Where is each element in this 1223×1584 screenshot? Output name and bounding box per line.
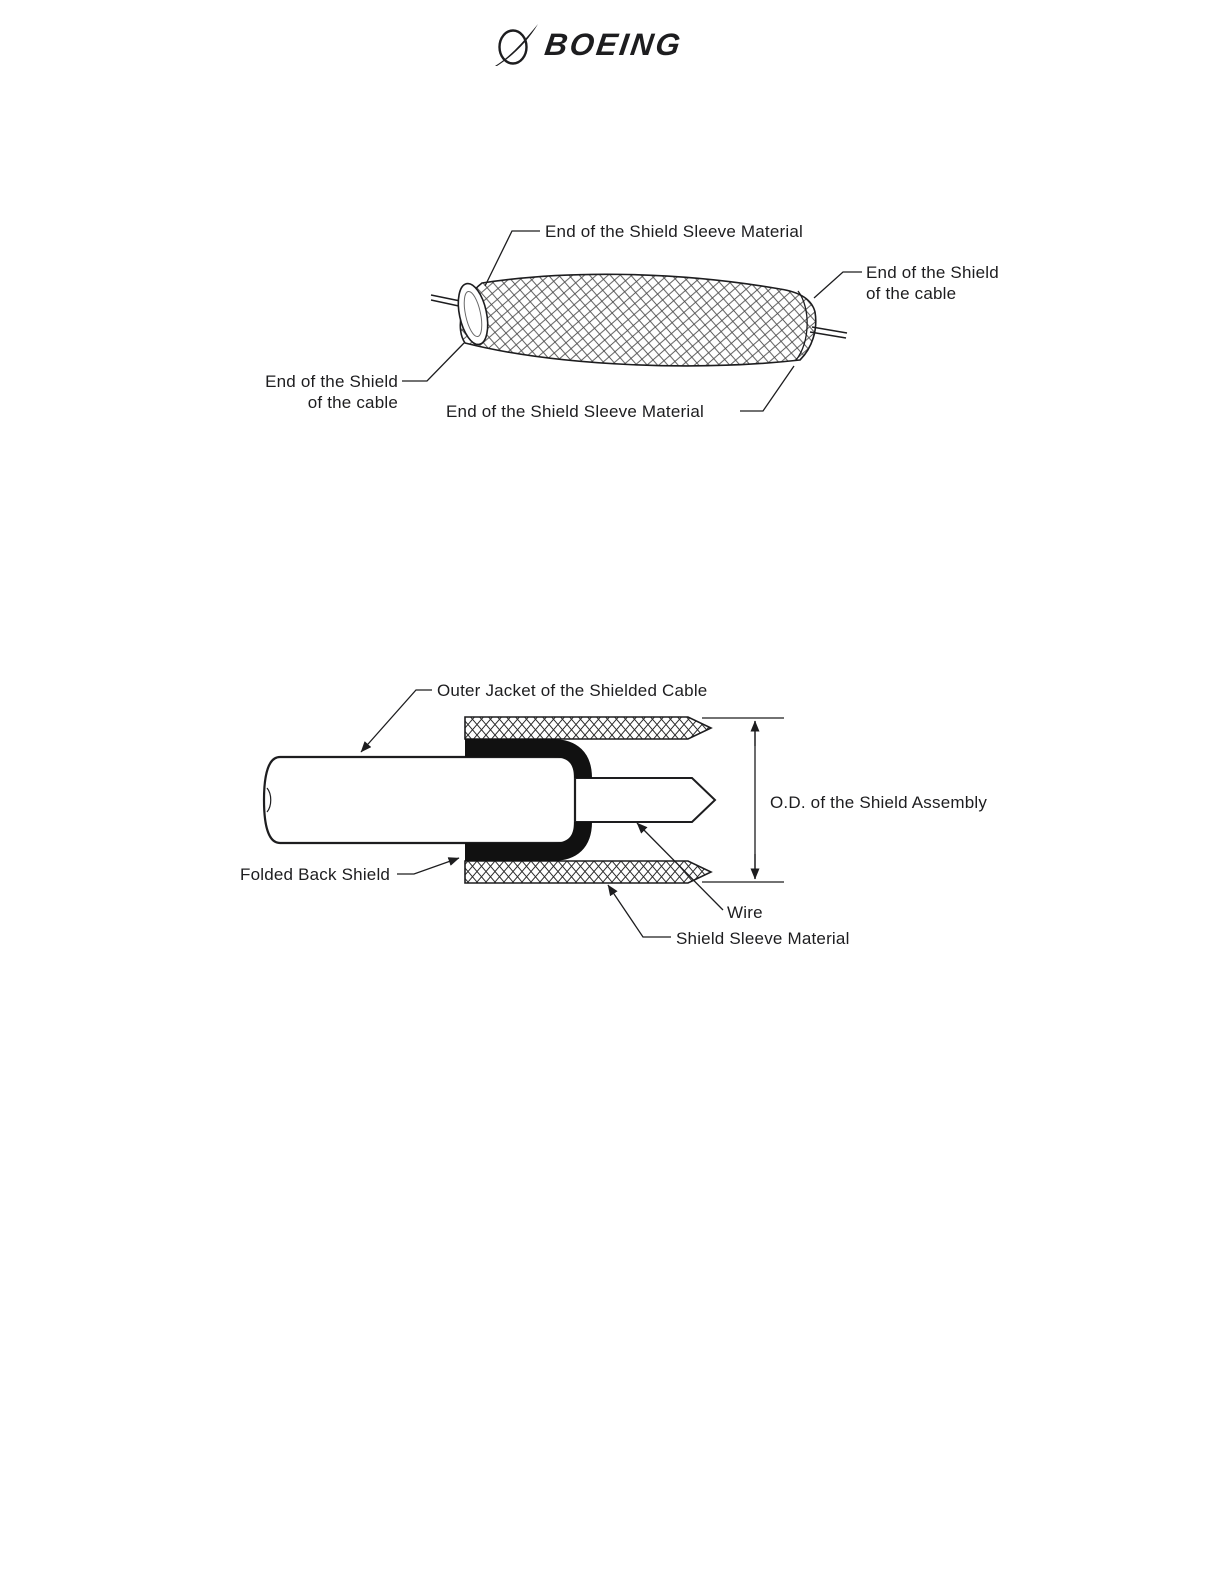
fig1-label-end-of-shield-left-line1: End of the Shield [265, 372, 398, 391]
fig2-label-od: O.D. of the Shield Assembly [770, 793, 988, 812]
figure2-shield-assembly-illustration [264, 717, 784, 883]
fig2-label-outer-jacket: Outer Jacket of the Shielded Cable [437, 681, 708, 700]
fig2-label-wire: Wire [727, 903, 763, 922]
fig2-outer-jacket [264, 757, 575, 843]
fig1-label-end-of-shield-right-line2: of the cable [866, 284, 957, 303]
fig1-label-end-of-shield-right-line1: End of the Shield [866, 263, 999, 282]
boeing-logo-text: BOEING [542, 27, 685, 62]
fig2-leader-shield-sleeve [608, 885, 671, 937]
fig1-right-wire [812, 327, 847, 333]
fig2-top-sleeve-band [465, 717, 711, 739]
fig1-leader-right [814, 272, 862, 298]
fig2-wire [565, 778, 715, 822]
fig1-braided-tube [460, 274, 815, 366]
fig1-label-end-of-shield-left [230, 371, 398, 413]
fig2-label-folded-back-shield: Folded Back Shield [240, 865, 391, 884]
fig1-label-end-of-sleeve-bottom: End of the Shield Sleeve Material [446, 402, 704, 421]
fig2-bottom-sleeve-band [465, 861, 711, 883]
fig1-label-end-of-sleeve-top: End of the Shield Sleeve Material [545, 222, 803, 241]
fig1-leader-bottom [740, 366, 794, 411]
fig2-leader-folded-back-shield [397, 858, 459, 874]
fig1-label-end-of-shield-right [866, 262, 999, 304]
fig2-leader-outer-jacket [361, 690, 432, 752]
fig1-leader-left [402, 343, 464, 381]
fig2-label-shield-sleeve: Shield Sleeve Material [676, 929, 850, 948]
figure1-braided-sleeve-illustration [431, 274, 847, 366]
fig1-label-end-of-shield-left-line2: of the cable [307, 393, 398, 412]
